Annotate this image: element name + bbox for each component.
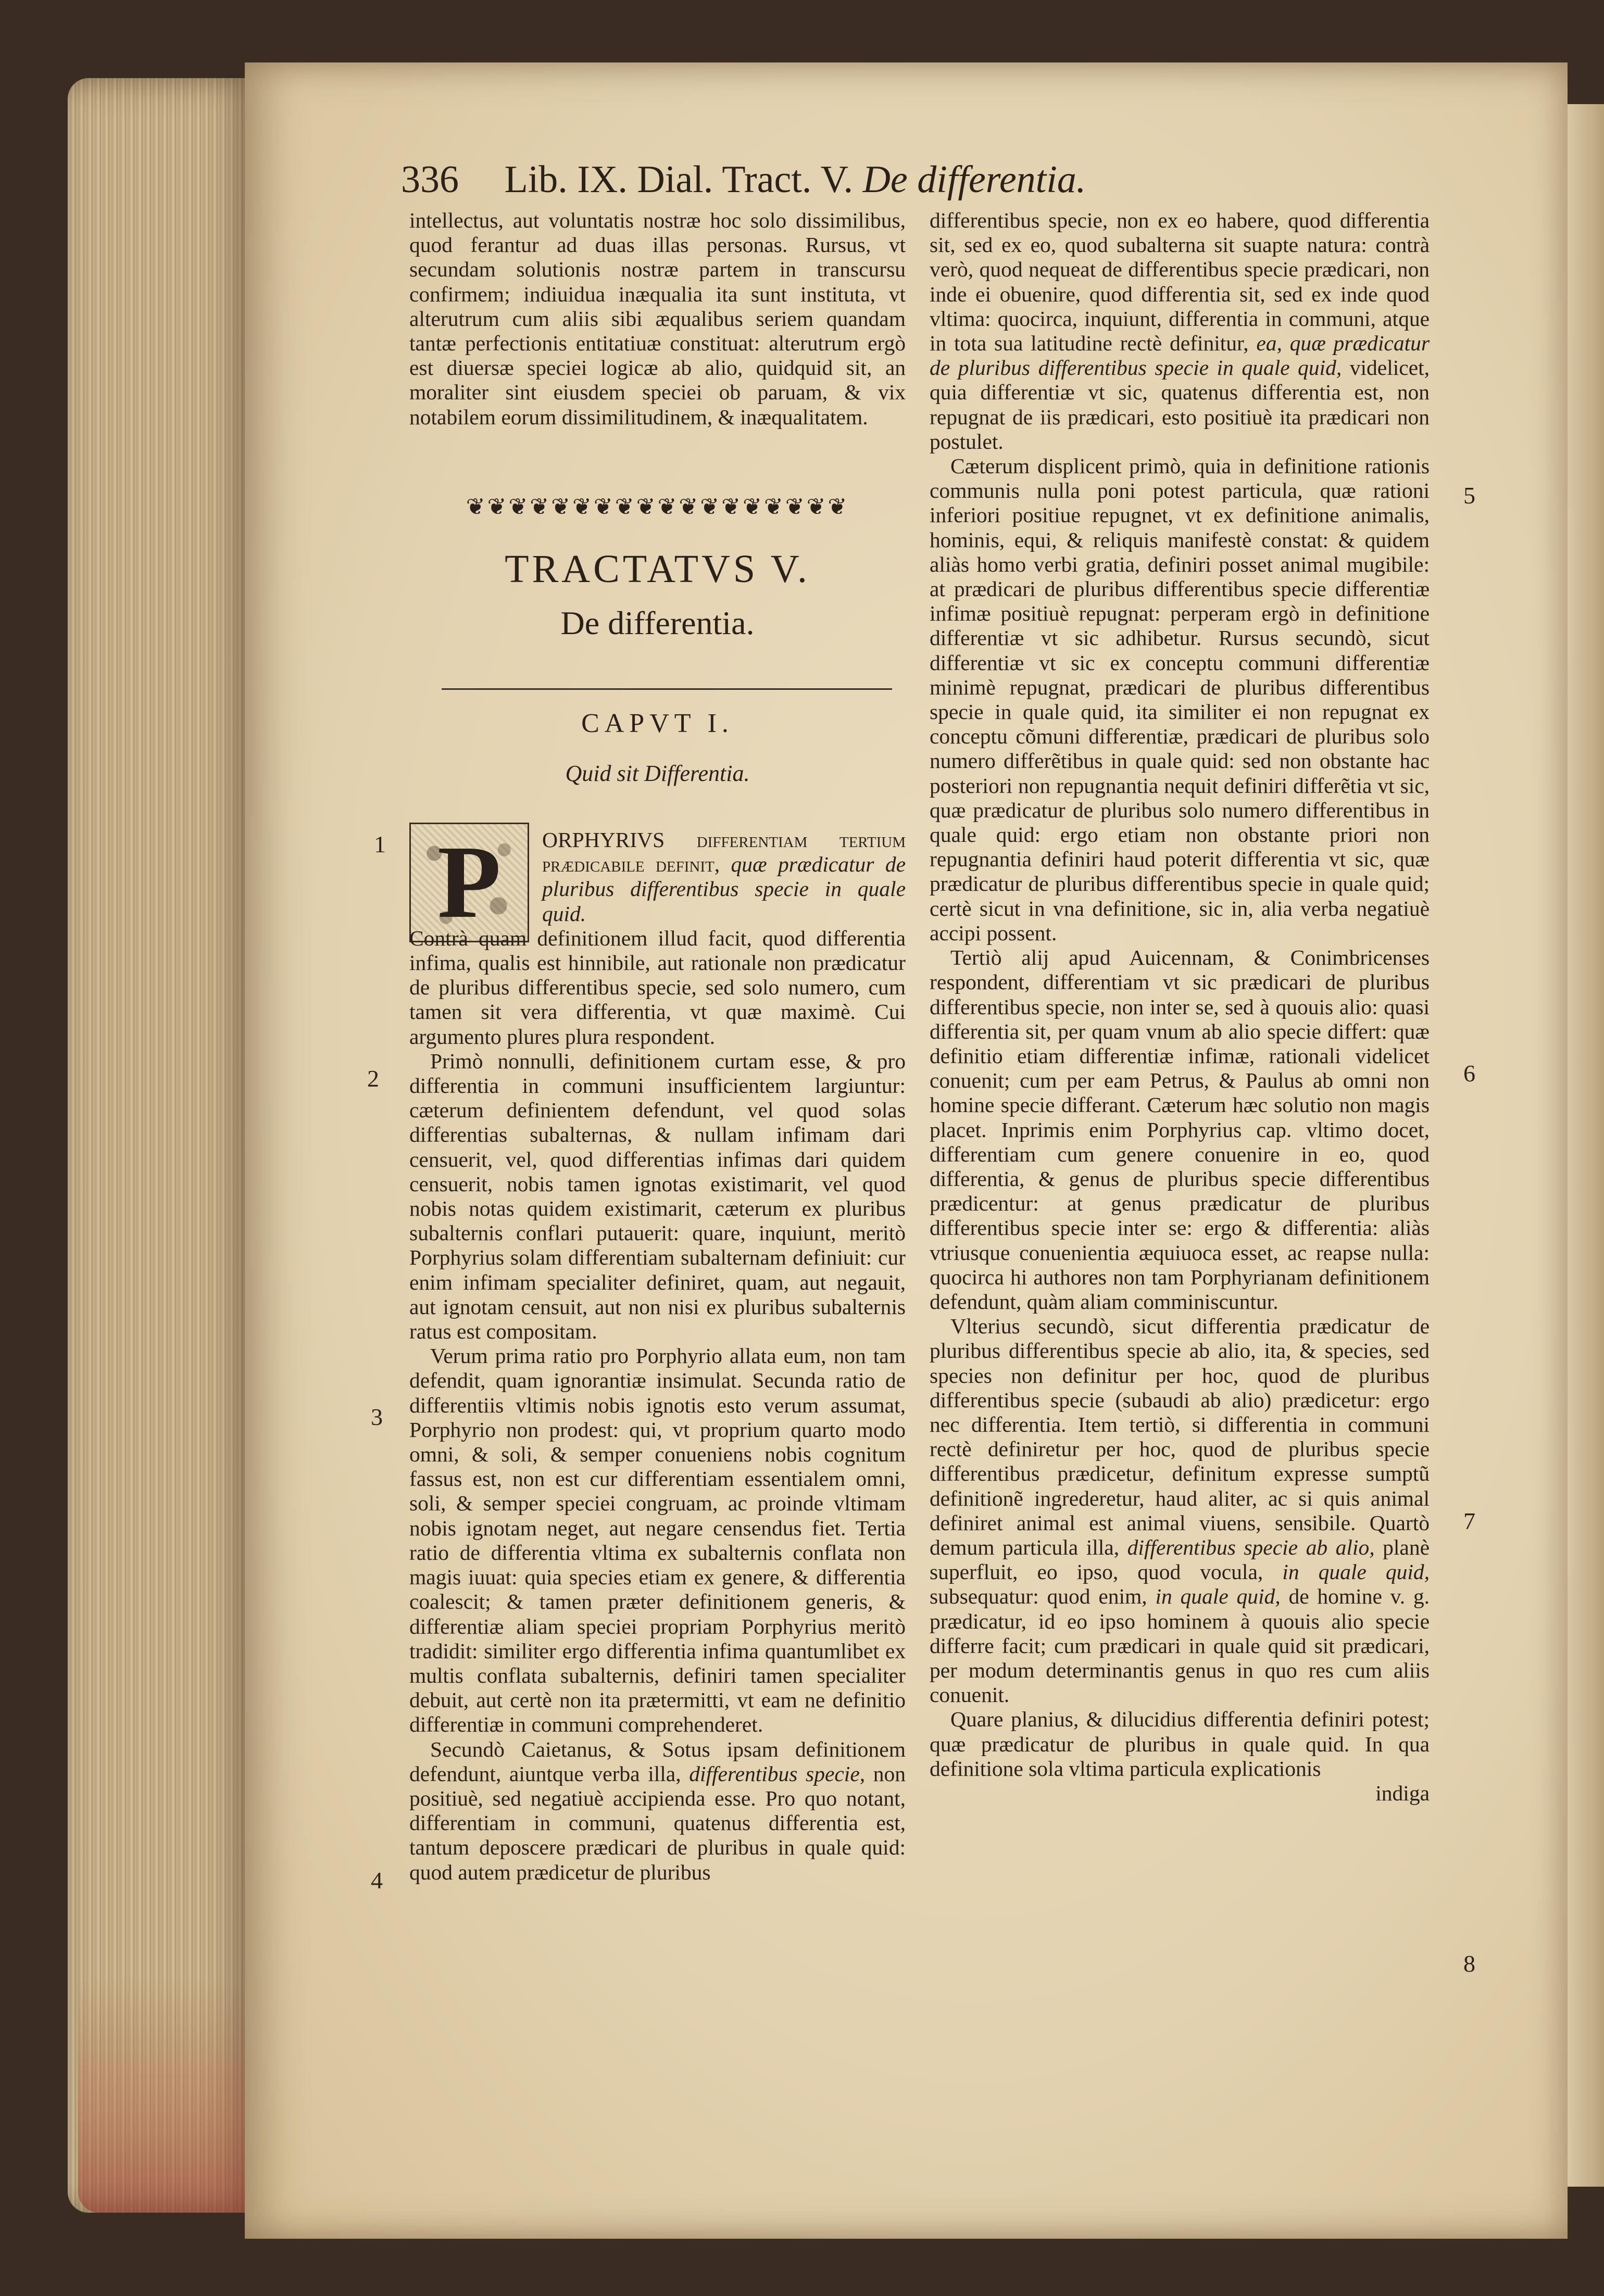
adjacent-page-edge xyxy=(1568,104,1604,2187)
para1-opening: ORPHYRIVS differentiam tertium prædicabile definit, xyxy=(542,828,906,877)
running-header xyxy=(401,156,1208,203)
book-edge-red-stain xyxy=(78,1978,250,2213)
para1-definition: quæ prædicatur de pluribus differentibus specie in quale quid. xyxy=(542,852,906,926)
tract-subtitle: De differentia. xyxy=(560,604,755,641)
paragraph-3: Verum prima ratio pro Porphyrio allata eum, non tam defendit, quam ignorantiæ insimulat. Secunda ratio de differentiis vltimis nobis ignotis esto verum assumat, Porphyrio non prodest: qui, vt proprium quarto modo omni, & soli, & semper conueniens nobis cognitum fassus est, non est cur differentiam essentialem omni, soli, & semper speciei congruam, ac proinde vltimam nobis ignotam neget, aut negare censendus fiet. Tertia ratio de differentia vltima ex subalternis conflata non magis iuuat: quia species etiam ex genere, & differentia coalescit; & tamen præter definitionem generis, & differentiæ aliam speciei propriam Porphyrius meritò tradidit: similiter ergo differentia infima quantumlibet ex multis conflata subalternis, definiri tamen specialiter debuit, aut certè non ita prætermitti, vt eam ne definitio differentiæ in communi comprehenderet. xyxy=(409,1344,906,1737)
para4-text-b: non positiuè, sed negatiuè accipienda esse. Pro quo notant, differentiam in communi, quatenus differentia est, tantum deposcere prædicari de pluribus in quale quid: quod autem prædicetur de pluribus xyxy=(409,1761,906,1884)
para7-c: subsequatur: quod enim, xyxy=(930,1584,1147,1609)
running-title: Lib. IX. Dial. Tract. V. xyxy=(504,158,853,201)
right-para0-b: videlicet, quia differentiæ vt sic, quatenus differentia est, non repugnat de iis prædicari, esto positiuè ita prædicari non postulet. xyxy=(930,356,1430,453)
margin-number-5: 5 xyxy=(1463,482,1475,509)
paragraph-1 xyxy=(409,825,906,1049)
margin-number-8: 8 xyxy=(1463,1950,1475,1977)
para7-b: planè superfluit, eo ipso, quod vocula, xyxy=(930,1535,1430,1584)
paragraph-5: Cæterum displicent primò, quia in definitione rationis communis nulla poni potest particula, quæ rationi inferiori positiue repugnet, vt ex definitione animalis, hominis, equi, & reliquis manifestè constat: & quidem aliàs homo verbi gratia, definiri posset animal mugibile: at prædicari de pluribus differentibus specie differentiæ infimæ positiuè repugnat: perperam ergò in definitione differentiæ vt sic adhibetur. Rursus secundò, sicut differentiæ vt sic ex conceptu communi differentiæ minimè repugnat, prædicari de pluribus differentibus specie in quale quid, ita similiter ei non repugnat ex conceptu cõmuni differentiæ, prædicari de pluribus solo numero differẽtibus in quale quid: sed non obstante hac posteriori non repugnantia nequit definiri differẽtia vt sic, quæ prædicatur de pluribus solo numero differentibus in quale quid: ergo etiam non obstante priori non repugnantia definiri haud poterit differentia vt sic, quæ prædicatur de pluribus differentibus specie in quale quid; certè sicut in vna definitione, sic in, alia verba negatiuè accipi possent. xyxy=(930,454,1430,945)
initial-letter: P xyxy=(437,825,502,940)
margin-number-2: 2 xyxy=(367,1065,379,1092)
margin-number-1: 1 xyxy=(374,831,386,857)
para1-rest: Contrà quam definitionem illud facit, quod differentia infima, qualis est hinnibile, aut rationale non prædicatur de pluribus differentibus specie, sed solo numero, cum tamen sit vera differentia, vt quæ maximè. Cui argumento plures plura respondent. xyxy=(409,926,906,1049)
ornament-band: ❦❦❦❦❦❦❦❦❦❦❦❦❦❦❦❦❦❦ xyxy=(466,494,849,520)
right-para0-italic: ea, quæ prædicatur de pluribus differentibus specie in quale quid, xyxy=(930,331,1430,380)
right-column xyxy=(930,208,1430,1806)
para7-italic-2: in quale quid, xyxy=(1282,1560,1430,1584)
catchword: indiga xyxy=(1375,1781,1430,1805)
running-title-italic: De differentia. xyxy=(862,158,1086,201)
paragraph-continuation: intellectus, aut voluntatis nostræ hoc solo dissimilibus, quod ferantur ad duas illas personas. Rursus, vt secundam solutionis nostræ partem in transcursu confirmem; indiuidua inæqualia ita sunt instituta, vt alterutrum cum aliis sibi æqualibus seriem quandam tantæ perfectionis entitatiuæ constituat: alterutrum ergò est diuersæ speciei logicæ ab alio, quidquid sit, an moraliter sint eiusdem speciei ob paruam, & vix notabilem eorum dissimilitudinem, & inæqualitatem. xyxy=(409,208,906,429)
chapter-subtitle: Quid sit Differentia. xyxy=(565,761,750,786)
margin-number-4: 4 xyxy=(371,1867,383,1894)
paragraph-2: Primò nonnulli, definitionem curtam esse, & pro differentia in communi insufficientem largiuntur: cæterum definientem defendunt, vel quod solas differentias subalternas, & nullam infimam dari censuerit, vel, quod differentias infimas dari quidem censuerit, nobis tamen ignotas existimarit, vel quod nobis notas quidem existimarit, cæterum ex pluribus subalternis conflari putauerit: quare, inquiunt, meritò Porphyrius solam differentiam subalternam definiuit: cur enim infimam specialiter definiret, quam, aut negauit, aut ignotam censuit, aut non nisi ex pluribus subalternis ratus est compositam. xyxy=(409,1049,906,1344)
book-page-edges xyxy=(68,78,255,2213)
paragraph-7 xyxy=(930,1314,1430,1707)
chapter-title: CAPVT I. xyxy=(581,709,734,738)
margin-number-6: 6 xyxy=(1463,1060,1475,1087)
right-para0-a: differentibus specie, non ex eo habere, quod differentia sit, sed ex eo, quod subalterna sit suapte natura: contrà verò, quod nequeat de differentibus specie prædicari, non inde ei obuenire, quod differentia sit, sed ex inde quod vltima: quocirca, inquiunt, differentia in communi, atque in tota sua latitudine rectè definitur, xyxy=(930,208,1430,356)
para7-italic-3: in quale quid, xyxy=(1155,1584,1281,1609)
horizontal-rule xyxy=(442,688,892,690)
paragraph-6: Tertiò alij apud Auicennam, & Conimbricenses respondent, differentiam vt sic prædicari de pluribus differentibus specie, non inter se, sed à quouis alio: quasi differentia sit, per quam vnum ab alio specie differt: quæ definitio etiam differentiæ infimæ, rationali videlicet conuenit; cum per eam Petrus, & Paulus ab omni non homine specie differant. Cæterum hæc solutio non magis placet. Inprimis enim Porphyrius cap. vltimo docet, differentiam cum genere conuenire in eo, quod differentia, & genus de pluribus specie differentibus prædicentur: at genus prædicatur de pluribus differentibus specie inter se: ergo & differentia: aliàs vtriusque conuenientia æquiuoca esset, ac reapse nulla: quocirca hi authores non tam Porphyrianam definitionem defendunt, quàm aliam comminiscuntur. xyxy=(930,945,1430,1314)
left-column-body xyxy=(409,825,906,1885)
tract-title: TRACTATVS V. xyxy=(505,547,810,591)
para7-a: Vlterius secundò, sicut differentia prædicatur de pluribus differentibus specie ab alio, ita, & species, sed species non definitur per hoc, quod de pluribus differentibus specie (subaudi ab alio) prædicetur: ergo nec differentia. Item tertiò, si differentia in communi rectè definiretur per hoc, quod de pluribus specie differentibus prædicetur, definitum expresse sumptũ definitionẽ ingrederetur, haud aliter, ac si quis animal definiret animal est animal viuens, sensibile. Quartò demum particula illa, xyxy=(930,1314,1430,1559)
right-paragraph-continuation xyxy=(930,208,1430,454)
paragraph-8: Quare planius, & dilucidius differentia definiri potest; quæ prædicatur de pluribus in quale quid. In qua definitione sola vltima particula explicationis xyxy=(930,1707,1430,1781)
para4-italic: differentibus specie, xyxy=(689,1761,866,1786)
para7-italic-1: differentibus specie ab alio, xyxy=(1127,1535,1375,1559)
page-number: 336 xyxy=(401,158,459,201)
para7-d: de homine v. g. prædicatur, id eo ipso hominem à quouis alio specie differre facit; cum prædicari in quale quid sit prædicari, per modum determinantis genus in quo res cum aliis conuenit. xyxy=(930,1584,1430,1707)
margin-number-7: 7 xyxy=(1463,1508,1475,1534)
para4-text-a: Secundò Caietanus, & Sotus ipsam definitionem defendunt, aiuntque verba illa, xyxy=(409,1737,906,1786)
left-column-top xyxy=(409,208,906,430)
margin-number-3: 3 xyxy=(371,1404,383,1430)
paragraph-4 xyxy=(409,1737,906,1885)
